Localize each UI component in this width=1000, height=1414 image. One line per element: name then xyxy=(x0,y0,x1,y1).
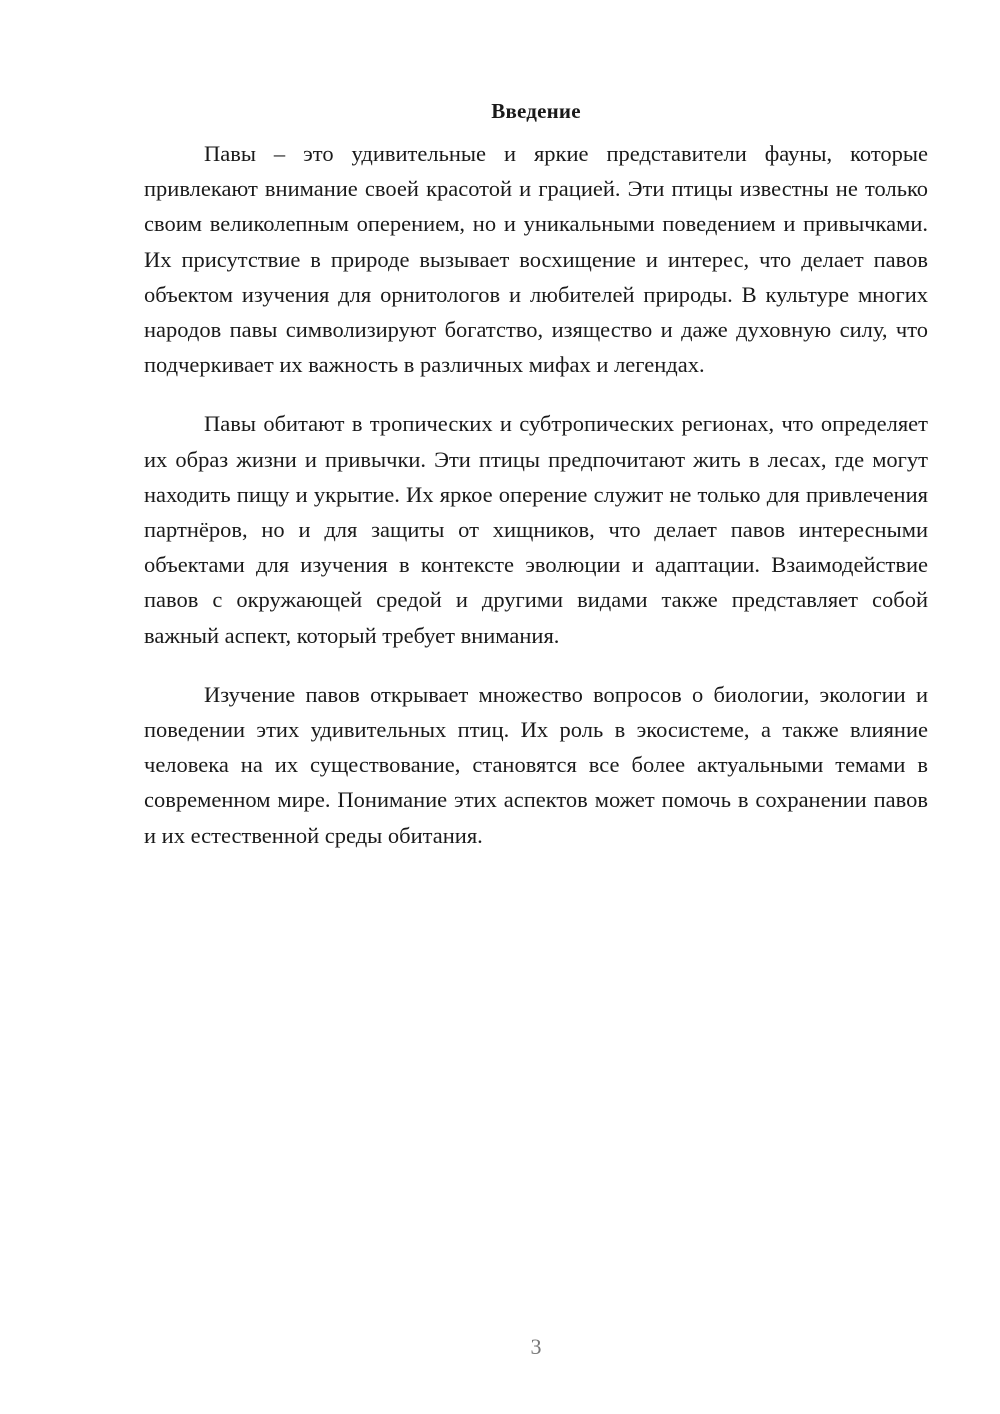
page-title: Введение xyxy=(491,99,581,123)
paragraph-1: Павы – это удивительные и яркие представители фауны, которые привлекают внимание своей красотой и грацией. Эти птицы известны не только своим великолепным оперением, но и уникальными поведением и привычками. Их присутствие в природе вызывает восхищение и интерес, что делает павов объектом изучения для орнитологов и любителей природы. В культуре многих народов павы символизируют богатство, изящество и даже духовную силу, что подчеркивает их важность в различных мифах и легендах. xyxy=(144,141,928,378)
paragraph-2: Павы обитают в тропических и субтропических регионах, что определяет их образ жизни и привычки. Эти птицы предпочитают жить в лесах, где могут находить пищу и укрытие. Их яркое оперение служит не только для привлечения партнёров, но и для защиты от хищников, что делает павов интересными объектами для изучения в контексте эволюции и адаптации. Взаимодействие павов с окружающей средой и другими видами также представляет собой важный аспект, который требует внимания. xyxy=(144,411,928,648)
paragraph-3: Изучение павов открывает множество вопросов о биологии, экологии и поведении этих удивительных птиц. Их роль в экосистеме, а также влияние человека на их существование, становятся все более актуальными темами в современном мире. Понимание этих аспектов может помочь в сохранении павов и их естественной среды обитания. xyxy=(144,681,928,848)
page-content xyxy=(144,96,928,877)
page-number: 3 xyxy=(530,1334,542,1359)
